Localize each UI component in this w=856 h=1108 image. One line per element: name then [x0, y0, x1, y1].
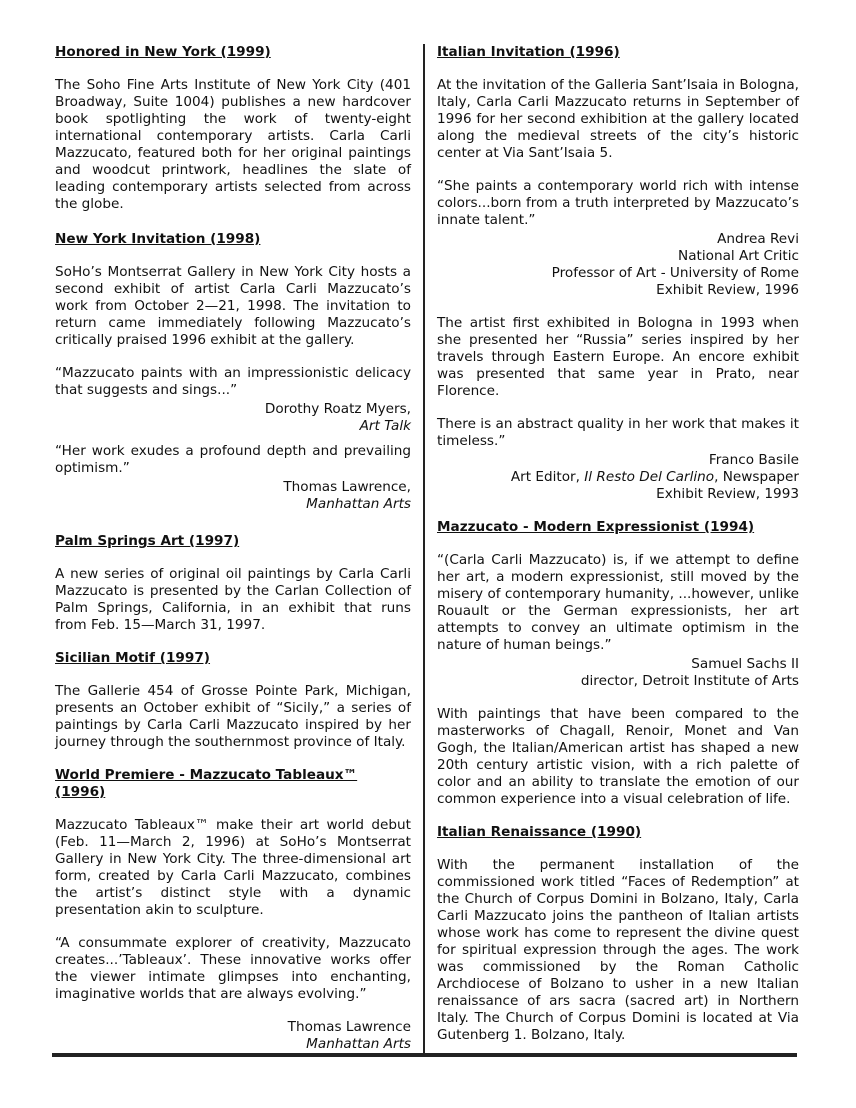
attribution [55, 1019, 411, 1053]
attribution-name: Dorothy Roatz Myers, [264, 401, 411, 417]
left-column [55, 44, 411, 1069]
section-heading: Mazzucato - Modern Expressionist (1994) [437, 519, 755, 535]
attribution-publication: Art Talk [359, 418, 411, 434]
paragraph: There is an abstract quality in her work that makes it timeless.” [437, 416, 799, 449]
section-sicilian-motif [55, 650, 411, 751]
quote: “She paints a contemporary world rich with intense colors...born from a truth interpreted by Mazzucato’s innate talent.” [437, 178, 799, 228]
attribution-name: Samuel Sachs II [691, 656, 799, 672]
section-heading: World Premiere - Mazzucato Tableaux™ (1996) [55, 767, 358, 800]
quote: “Mazzucato paints with an impressionistic delicacy that suggests and sings...” [55, 365, 411, 398]
paragraph: The Gallerie 454 of Grosse Pointe Park, Michigan, presents an October exhibit of “Sicily,” a series of paintings by Carla Carli Mazzucato inspired by her journey through the southernmost province of Italy. [55, 683, 411, 750]
section-heading: Palm Springs Art (1997) [55, 533, 240, 549]
paragraph: The artist first exhibited in Bologna in 1993 when she presented her “Russia” series inspired by her travels through Eastern Europe. An encore exhibit was presented that same year in Prato, near Florence. [437, 315, 799, 399]
section-world-premiere [55, 767, 411, 1053]
section-heading: Italian Invitation (1996) [437, 44, 620, 60]
section-italian-renaissance [437, 824, 799, 1044]
attribution [437, 656, 799, 690]
attribution-publication: Manhattan Arts [306, 1036, 411, 1052]
paragraph: With the permanent installation of the commissioned work titled “Faces of Redemption” at the Church of Corpus Domini in Bolzano, Italy, Carla Carli Mazzucato joins the pantheon of Italian artists whose work has come to represent the divine quest for spiritual expression through the ages. The work was commissioned by the Roman Catholic Archdiocese of Bolzano to usher in a new Italian renaissance of ars sacra (sacred art) in Northern Italy. The Church of Corpus Domini is located at Via Gutenberg 1. Bolzano, Italy. [437, 857, 799, 1043]
newspaper-name: Il Resto Del Carlino [584, 469, 715, 485]
section-heading: Sicilian Motif (1997) [55, 650, 211, 666]
attribution-title: director, Detroit Institute of Arts [580, 673, 799, 689]
attribution-title [437, 469, 799, 486]
attribution [437, 452, 799, 503]
attribution-affiliation: Professor of Art - University of Rome [551, 265, 799, 281]
paragraph: A new series of original oil paintings by Carla Carli Mazzucato is presented by the Carlan Collection of Palm Springs, California, in an exhibit that runs from Feb. 15—March 31, 1997. [55, 566, 411, 633]
attribution [55, 479, 411, 513]
attribution-source: Exhibit Review, 1996 [656, 282, 799, 298]
attribution [437, 231, 799, 299]
attribution-name: Franco Basile [708, 452, 799, 468]
attribution-role: Art Editor, [510, 469, 585, 485]
attribution-title: National Art Critic [678, 248, 799, 264]
paragraph: At the invitation of the Galleria Sant’Isaia in Bologna, Italy, Carla Carli Mazzucato returns in September of 1996 for her second exhibition at the gallery located along the medieval streets of the city’s historic center at Via Sant’Isaia 5. [437, 77, 799, 161]
quote: “(Carla Carli Mazzucato) is, if we attempt to define her art, a modern expressionist, still moved by the misery of contemporary humanity, ...however, unlike Rouault or the German expressionists, her art attempts to convey an ultimate optimism in the nature of human beings.” [437, 552, 799, 653]
section-heading: Italian Renaissance (1990) [437, 824, 642, 840]
paragraph: With paintings that have been compared to the masterworks of Chagall, Renoir, Monet and Van Gogh, the Italian/American artist has shaped a new 20th century artistic vision, with a rich palette of color and an ability to translate the emotion of our common experience into a visual celebration of life. [437, 706, 799, 807]
quote: “Her work exudes a profound depth and prevailing optimism.” [55, 443, 411, 476]
paragraph: SoHo’s Montserrat Gallery in New York City hosts a second exhibit of artist Carla Carli Mazzucato’s work from October 2—21, 1998. The invitation to return came immediately following Mazzucato’s critically praised 1996 exhibit at the gallery. [55, 264, 411, 348]
attribution [55, 401, 411, 435]
paragraph: Mazzucato Tableaux™ make their art world debut (Feb. 11—March 2, 1996) at SoHo’s Montserrat Gallery in New York City. The three-dimensional art form, created by Carla Carli Mazzucato, combines the artist’s distinct style with a dynamic presentation akin to sculpture. [55, 817, 411, 918]
section-italian-invitation [437, 44, 799, 503]
paragraph: The Soho Fine Arts Institute of New York City (401 Broadway, Suite 1004) publishes a new hardcover book spotlighting the work of twenty-eight international contemporary artists. Carla Carli Mazzucato, featured both for her original paintings and woodcut printwork, headlines the slate of leading contemporary artists selected from across the globe. [55, 77, 411, 212]
attribution-publication: Manhattan Arts [306, 496, 411, 512]
section-palm-springs [55, 533, 411, 634]
attribution-source: Exhibit Review, 1993 [656, 486, 799, 502]
section-honored-new-york [55, 44, 411, 213]
attribution-name: Thomas Lawrence, [283, 479, 411, 495]
attribution-name: Thomas Lawrence [287, 1019, 411, 1035]
column-divider [423, 44, 425, 1054]
attribution-name: Andrea Revi [717, 231, 799, 247]
section-heading: New York Invitation (1998) [55, 231, 261, 247]
section-new-york-invitation [55, 231, 411, 513]
attribution-suffix: , Newspaper [714, 469, 799, 485]
quote: “A consummate explorer of creativity, Mazzucato creates...’Tableaux’. These innovative works offer the viewer intimate glimpses into enchanting, imaginative worlds that are always evolving.” [55, 935, 411, 1002]
right-column [437, 44, 799, 1060]
section-heading: Honored in New York (1999) [55, 44, 271, 60]
section-modern-expressionist [437, 519, 799, 808]
